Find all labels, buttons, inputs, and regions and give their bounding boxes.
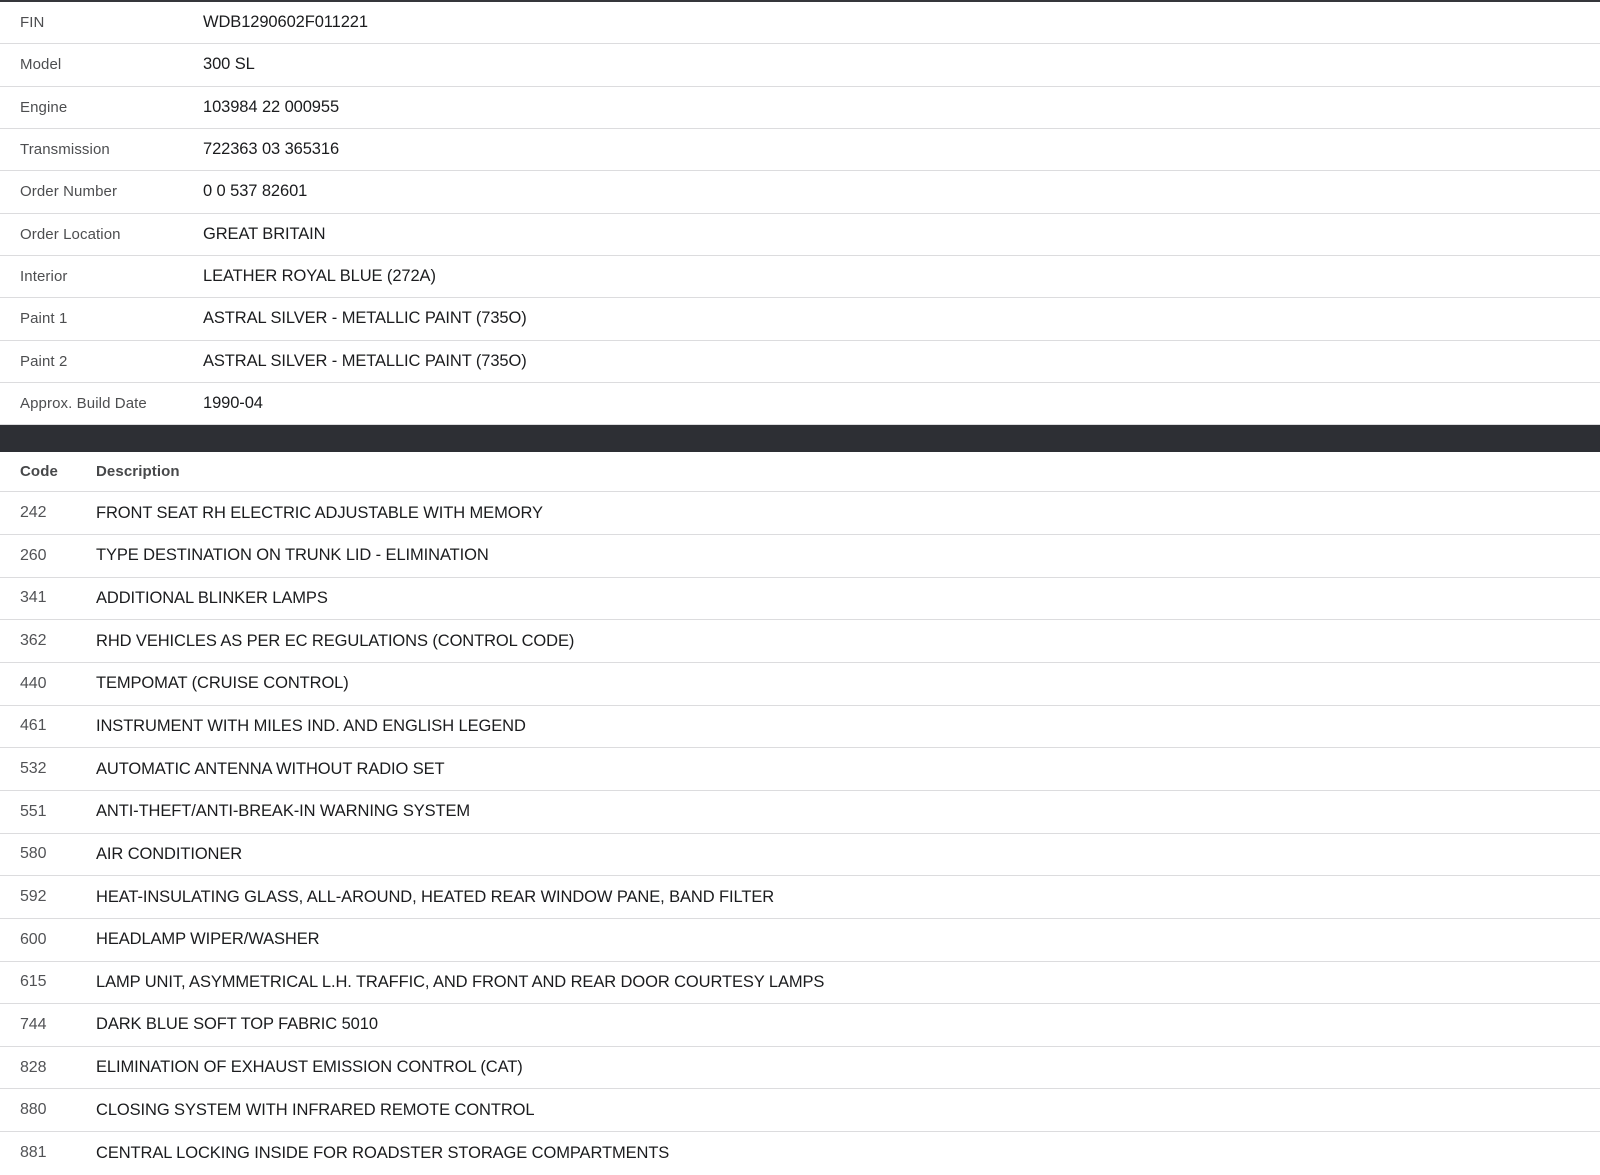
option-code-row xyxy=(0,663,1600,706)
field-value: WDB1290602F011221 xyxy=(203,13,368,32)
vehicle-info-row xyxy=(0,341,1600,383)
option-description: AUTOMATIC ANTENNA WITHOUT RADIO SET xyxy=(96,759,445,778)
field-label: Paint 1 xyxy=(20,310,68,328)
option-code-row xyxy=(0,620,1600,663)
option-code-row xyxy=(0,706,1600,749)
option-code-row xyxy=(0,1132,1600,1175)
field-value: ASTRAL SILVER - METALLIC PAINT (735O) xyxy=(203,309,527,328)
option-code-row xyxy=(0,962,1600,1005)
equipment-codes-section xyxy=(0,452,1600,1175)
option-code: 532 xyxy=(20,760,47,778)
option-code-row xyxy=(0,919,1600,962)
vehicle-info-row xyxy=(0,87,1600,129)
option-code-row xyxy=(0,1004,1600,1047)
vehicle-info-section xyxy=(0,2,1600,425)
option-code-row xyxy=(0,578,1600,621)
option-description: FRONT SEAT RH ELECTRIC ADJUSTABLE WITH MEMORY xyxy=(96,503,543,522)
option-code-row xyxy=(0,834,1600,877)
field-value: 1990-04 xyxy=(203,394,263,413)
option-code-row xyxy=(0,791,1600,834)
vehicle-info-row xyxy=(0,383,1600,425)
option-description: ELIMINATION OF EXHAUST EMISSION CONTROL (CAT) xyxy=(96,1058,523,1077)
option-description: LAMP UNIT, ASYMMETRICAL L.H. TRAFFIC, AND FRONT AND REAR DOOR COURTESY LAMPS xyxy=(96,972,825,991)
option-description: CLOSING SYSTEM WITH INFRARED REMOTE CONTROL xyxy=(96,1100,535,1119)
field-value: ASTRAL SILVER - METALLIC PAINT (735O) xyxy=(203,351,527,370)
option-description: RHD VEHICLES AS PER EC REGULATIONS (CONTROL CODE) xyxy=(96,631,575,650)
codes-table-header-row xyxy=(0,452,1600,492)
option-code: 242 xyxy=(20,504,47,522)
description-column-header: Description xyxy=(96,463,180,481)
field-label: Transmission xyxy=(20,141,110,159)
code-column-header: Code xyxy=(20,463,58,481)
option-description: HEADLAMP WIPER/WASHER xyxy=(96,930,320,949)
option-code: 362 xyxy=(20,632,47,650)
option-description: DARK BLUE SOFT TOP FABRIC 5010 xyxy=(96,1015,378,1034)
option-code: 880 xyxy=(20,1101,47,1119)
field-value: 103984 22 000955 xyxy=(203,97,340,116)
vehicle-info-row xyxy=(0,214,1600,256)
field-value: 0 0 537 82601 xyxy=(203,182,308,201)
field-label: Interior xyxy=(20,268,68,286)
vehicle-info-row xyxy=(0,2,1600,44)
field-label: Paint 2 xyxy=(20,352,68,370)
option-code-row xyxy=(0,1089,1600,1132)
field-label: Order Number xyxy=(20,183,118,201)
option-description: HEAT-INSULATING GLASS, ALL-AROUND, HEATED REAR WINDOW PANE, BAND FILTER xyxy=(96,887,775,906)
field-label: Engine xyxy=(20,98,68,116)
option-description: CENTRAL LOCKING INSIDE FOR ROADSTER STORAGE COMPARTMENTS xyxy=(96,1143,670,1162)
option-code: 600 xyxy=(20,930,47,948)
field-value: GREAT BRITAIN xyxy=(203,224,326,243)
option-code: 461 xyxy=(20,717,47,735)
option-description: AIR CONDITIONER xyxy=(96,844,243,863)
field-label: FIN xyxy=(20,14,45,32)
field-value: LEATHER ROYAL BLUE (272A) xyxy=(203,267,436,286)
field-label: Model xyxy=(20,56,62,74)
option-code: 260 xyxy=(20,546,47,564)
option-code: 551 xyxy=(20,802,47,820)
field-label: Order Location xyxy=(20,225,121,243)
option-description: INSTRUMENT WITH MILES IND. AND ENGLISH LEGEND xyxy=(96,716,526,735)
vehicle-info-row xyxy=(0,298,1600,340)
field-value: 722363 03 365316 xyxy=(203,140,340,159)
option-description: ADDITIONAL BLINKER LAMPS xyxy=(96,588,328,607)
option-code-row xyxy=(0,492,1600,535)
option-code-row xyxy=(0,535,1600,578)
option-description: ANTI-THEFT/ANTI-BREAK-IN WARNING SYSTEM xyxy=(96,802,471,821)
option-code: 828 xyxy=(20,1058,47,1076)
vehicle-info-row xyxy=(0,44,1600,86)
option-code-row xyxy=(0,1047,1600,1090)
codes-table-body xyxy=(0,492,1600,1175)
vehicle-info-row xyxy=(0,171,1600,213)
vehicle-info-row xyxy=(0,129,1600,171)
option-code: 592 xyxy=(20,888,47,906)
section-divider-bar xyxy=(0,425,1600,452)
option-description: TYPE DESTINATION ON TRUNK LID - ELIMINATION xyxy=(96,546,489,565)
option-code: 440 xyxy=(20,674,47,692)
option-code: 881 xyxy=(20,1144,47,1162)
option-code: 341 xyxy=(20,589,47,607)
field-value: 300 SL xyxy=(203,55,255,74)
field-label: Approx. Build Date xyxy=(20,395,147,413)
option-code: 744 xyxy=(20,1015,47,1033)
option-code: 615 xyxy=(20,973,47,991)
option-code-row xyxy=(0,748,1600,791)
option-code-row xyxy=(0,876,1600,919)
option-code: 580 xyxy=(20,845,47,863)
option-description: TEMPOMAT (CRUISE CONTROL) xyxy=(96,674,349,693)
vehicle-info-row xyxy=(0,256,1600,298)
